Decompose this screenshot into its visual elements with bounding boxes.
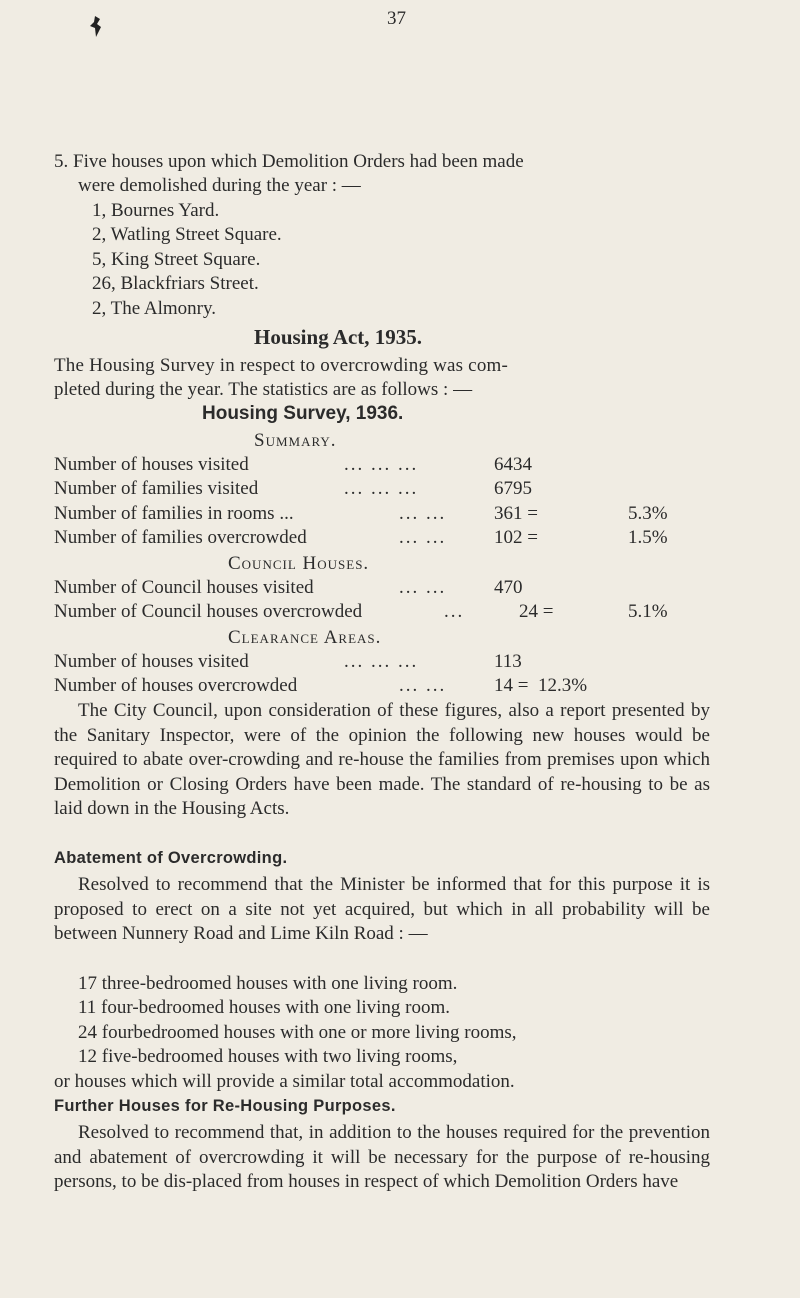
survey-intro-line2: pleted during the year. The statistics are as follows : —	[54, 379, 473, 400]
row-label: Number of houses visited	[54, 651, 249, 672]
row-value: 6795	[494, 478, 532, 499]
row-leader: ... ...	[399, 527, 447, 548]
council-paragraph: The City Council, upon consideration of these figures, also a report presented by the Sanitary Inspector, were of the opinion the following new houses would be required to abate over-crowding and re-house the families from premises upon which Demolition or Closing Orders have been made. The standard of re-housing to be as laid down in the Housing Acts.	[54, 700, 710, 820]
row-percent: 1.5%	[628, 527, 668, 548]
table-row	[54, 478, 714, 502]
address-item: 26, Blackfriars Street.	[92, 273, 259, 294]
row-label: Number of families in rooms ...	[54, 503, 294, 524]
row-percent: 5.3%	[628, 503, 668, 524]
item5-line2: were demolished during the year : —	[78, 175, 361, 196]
page-number: 37	[387, 8, 406, 29]
clearance-heading: Clearance Areas.	[228, 627, 382, 648]
row-percent: 12.3%	[538, 675, 588, 696]
row-percent: 5.1%	[628, 601, 668, 622]
further-heading: Further Houses for Re-Housing Purposes.	[54, 1097, 396, 1115]
table-row	[54, 577, 714, 601]
row-label: Number of houses overcrowded	[54, 675, 298, 696]
row-value: 6434	[494, 454, 532, 475]
further-paragraph: Resolved to recommend that, in addition to the houses required for the prevention and abatement of overcrowding it will be necessary for the purpose of re-housing persons, to be dis-placed from houses in respect of which Demolition Orders have	[54, 1122, 710, 1193]
table-row	[54, 675, 714, 699]
row-leader: ... ...	[399, 675, 447, 696]
row-label: Number of Council houses visited	[54, 577, 314, 598]
houses-list-item: 17 three-bedroomed houses with one living room.	[78, 973, 458, 994]
row-value: 470	[494, 577, 523, 598]
row-label: Number of families overcrowded	[54, 527, 307, 548]
table-row	[54, 601, 714, 625]
survey-heading: Housing Survey, 1936.	[202, 403, 404, 424]
houses-list-item: 12 five-bedroomed houses with two living rooms,	[78, 1046, 458, 1067]
row-value: 14 =	[494, 675, 529, 696]
table-row	[54, 503, 714, 527]
row-value: 24 =	[519, 601, 554, 622]
address-item: 5, King Street Square.	[92, 249, 261, 270]
row-value: 361 =	[494, 503, 538, 524]
row-leader: ... ... ...	[344, 478, 419, 499]
table-row	[54, 651, 714, 675]
row-value: 102 =	[494, 527, 538, 548]
row-label: Number of houses visited	[54, 454, 249, 475]
row-leader: ... ... ...	[344, 651, 419, 672]
houses-list-item: 11 four-bedroomed houses with one living room.	[78, 997, 450, 1018]
address-item: 2, Watling Street Square.	[92, 224, 282, 245]
row-leader: ... ... ...	[344, 454, 419, 475]
table-row	[54, 454, 714, 478]
row-leader: ... ...	[399, 503, 447, 524]
housing-act-heading: Housing Act, 1935.	[254, 325, 423, 349]
houses-alternative: or houses which will provide a similar total accommodation.	[54, 1071, 515, 1092]
survey-intro-line1: The Housing Survey in respect to overcrowding was com-	[54, 355, 509, 376]
abatement-heading: Abatement of Overcrowding.	[54, 849, 288, 867]
abatement-paragraph: Resolved to recommend that the Minister be informed that for this purpose it is proposed to erect on a site not yet acquired, but which in all probability will be between Nunnery Road and Lime Kiln Road : —	[54, 874, 710, 945]
address-item: 1, Bournes Yard.	[92, 200, 220, 221]
row-label: Number of Council houses overcrowded	[54, 601, 363, 622]
table-row	[54, 527, 714, 551]
houses-list-item: 24 fourbedroomed houses with one or more living rooms,	[78, 1022, 517, 1043]
address-item: 2, The Almonry.	[92, 298, 217, 319]
row-value: 113	[494, 651, 522, 672]
summary-heading: Summary.	[254, 430, 337, 451]
council-heading: Council Houses.	[228, 553, 370, 574]
ink-blot-icon	[86, 14, 106, 38]
row-leader: ... ...	[399, 577, 447, 598]
row-leader: ...	[444, 601, 465, 622]
item5-line1: 5. Five houses upon which Demolition Orders had been made	[54, 151, 524, 172]
row-label: Number of families visited	[54, 478, 259, 499]
